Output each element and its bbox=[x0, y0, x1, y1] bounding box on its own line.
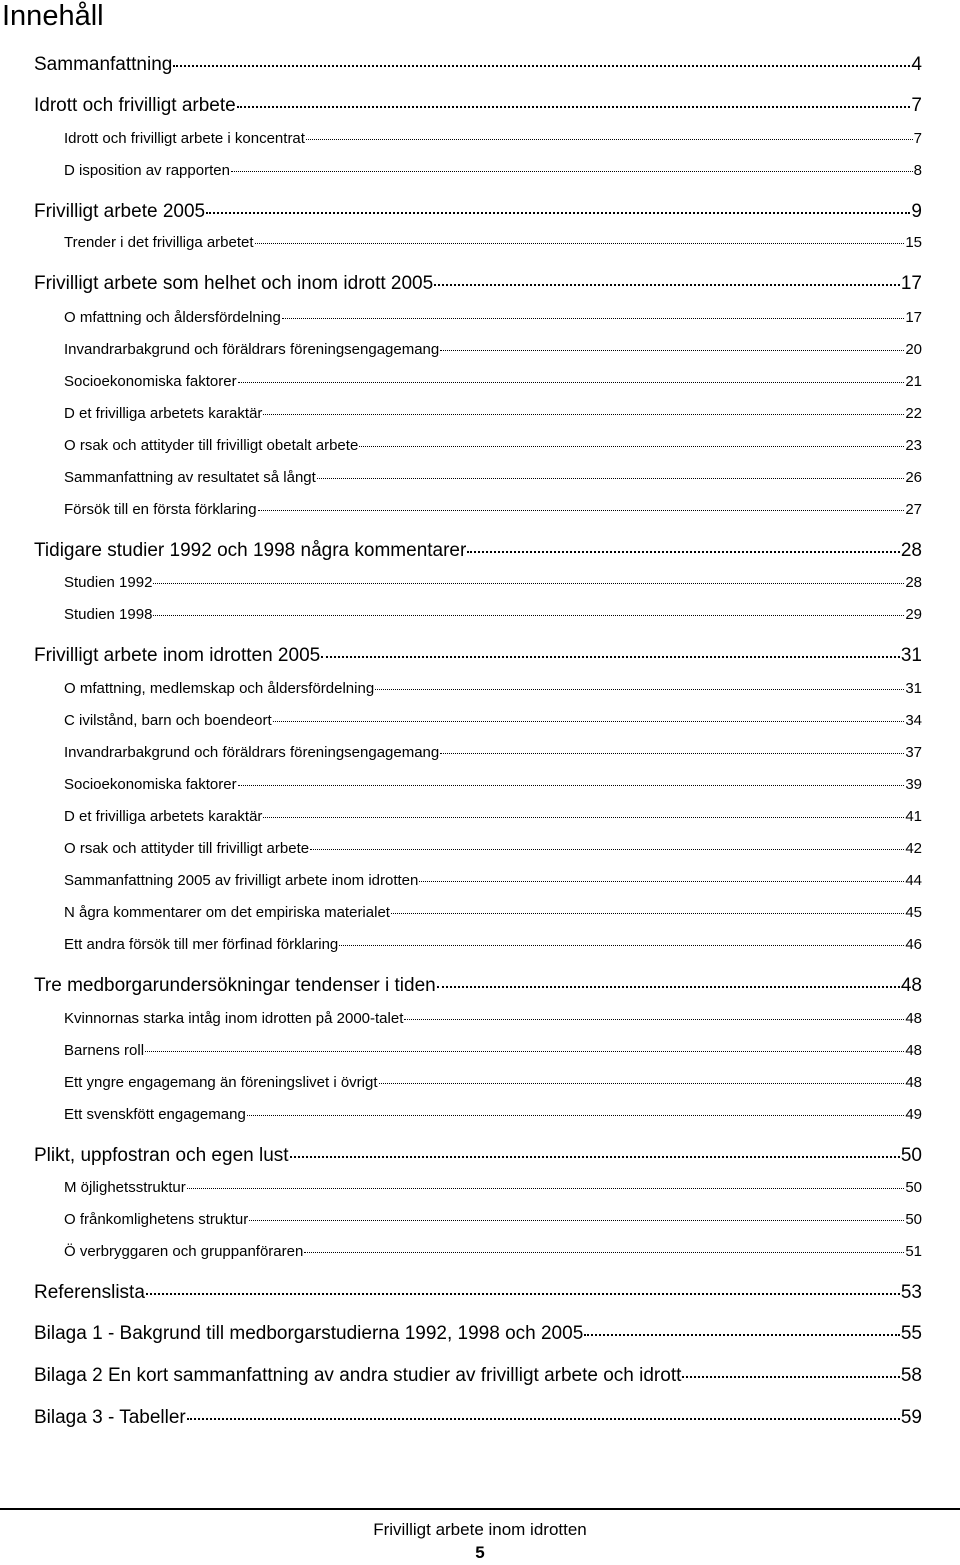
toc-dot-leader bbox=[467, 551, 900, 553]
toc-dot-leader bbox=[247, 1115, 905, 1116]
toc-entry-page-number: 17 bbox=[905, 309, 922, 326]
toc-dot-leader bbox=[237, 106, 911, 108]
toc-entry-label: Ett andra försök till mer förfinad förklaring bbox=[64, 936, 339, 953]
toc-entry-label: Sammanfattning bbox=[34, 54, 173, 75]
toc-section-entry[interactable] bbox=[64, 234, 922, 256]
toc-section-entry[interactable] bbox=[64, 936, 922, 958]
toc-dot-leader bbox=[317, 478, 905, 479]
toc-section-entry[interactable] bbox=[64, 341, 922, 363]
toc-entry-label: Invandrarbakgrund och föräldrars föreningsengagemang bbox=[64, 341, 440, 358]
toc-entry-label: Ett yngre engagemang än föreningslivet i övrigt bbox=[64, 1074, 378, 1091]
toc-section-entry[interactable] bbox=[64, 130, 922, 152]
toc-dot-leader bbox=[437, 986, 900, 988]
toc-entry-page-number: 28 bbox=[900, 540, 922, 561]
toc-section-entry[interactable] bbox=[64, 469, 922, 491]
toc-chapter-entry[interactable] bbox=[34, 540, 922, 566]
toc-entry-label: Tidigare studier 1992 och 1998 några kommentarer bbox=[34, 540, 467, 561]
toc-entry-page-number: 31 bbox=[905, 680, 922, 697]
toc-entry-page-number: 42 bbox=[905, 840, 922, 857]
toc-entry-label: Ö verbryggaren och gruppanföraren bbox=[64, 1243, 304, 1260]
toc-entry-page-number: 51 bbox=[905, 1243, 922, 1260]
toc-dot-leader bbox=[258, 510, 905, 511]
toc-dot-leader bbox=[153, 615, 904, 616]
toc-entry-page-number: 28 bbox=[905, 574, 922, 591]
toc-entry-label: Bilaga 3 - Tabeller bbox=[34, 1407, 186, 1428]
toc-dot-leader bbox=[249, 1220, 904, 1221]
toc-entry-label: Frivilligt arbete inom idrotten 2005 bbox=[34, 645, 321, 666]
toc-dot-leader bbox=[146, 1293, 900, 1295]
toc-entry-label: Frivilligt arbete 2005 bbox=[34, 201, 206, 222]
toc-entry-label: Studien 1998 bbox=[64, 606, 153, 623]
toc-entry-label: Idrott och frivilligt arbete bbox=[34, 95, 236, 116]
toc-entry-page-number: 21 bbox=[905, 373, 922, 390]
toc-entry-label: Frivilligt arbete som helhet och inom idrott 2005 bbox=[34, 273, 434, 294]
toc-section-entry[interactable] bbox=[64, 437, 922, 459]
toc-entry-page-number: 22 bbox=[905, 405, 922, 422]
toc-dot-leader bbox=[290, 1156, 900, 1158]
toc-entry-label: Bilaga 1 - Bakgrund till medborgarstudierna 1992, 1998 och 2005 bbox=[34, 1323, 584, 1344]
toc-entry-page-number: 31 bbox=[900, 645, 922, 666]
toc-dot-leader bbox=[404, 1019, 904, 1020]
toc-entry-page-number: 50 bbox=[900, 1145, 922, 1166]
toc-entry-label: D et frivilliga arbetets karaktär bbox=[64, 808, 263, 825]
toc-dot-leader bbox=[584, 1334, 900, 1336]
toc-entry-page-number: 29 bbox=[905, 606, 922, 623]
toc-chapter-entry[interactable] bbox=[34, 975, 922, 1001]
toc-chapter-entry[interactable] bbox=[34, 95, 922, 121]
toc-entry-page-number: 7 bbox=[911, 95, 922, 116]
toc-dot-leader bbox=[263, 414, 904, 415]
toc-entry-label: Kvinnornas starka intåg inom idrotten på 2000-talet bbox=[64, 1010, 404, 1027]
toc-entry-label: Socioekonomiska faktorer bbox=[64, 776, 237, 793]
toc-dot-leader bbox=[273, 721, 905, 722]
toc-entry-page-number: 58 bbox=[900, 1365, 922, 1386]
toc-dot-leader bbox=[187, 1188, 905, 1189]
toc-entry-label: Barnens roll bbox=[64, 1042, 145, 1059]
toc-entry-label: Bilaga 2 En kort sammanfattning av andra studier av frivilligt arbete och idrott bbox=[34, 1365, 682, 1386]
toc-entry-page-number: 26 bbox=[905, 469, 922, 486]
toc-entry-page-number: 50 bbox=[905, 1179, 922, 1196]
toc-entry-page-number: 9 bbox=[911, 201, 922, 222]
toc-dot-leader bbox=[173, 65, 910, 67]
toc-section-entry[interactable] bbox=[64, 680, 922, 702]
toc-dot-leader bbox=[306, 139, 913, 140]
toc-dot-leader bbox=[238, 382, 905, 383]
toc-entry-label: M öjlighetsstruktur bbox=[64, 1179, 186, 1196]
toc-section-entry[interactable] bbox=[64, 1211, 922, 1233]
toc-section-entry[interactable] bbox=[64, 904, 922, 926]
toc-entry-label: Sammanfattning av resultatet så långt bbox=[64, 469, 316, 486]
toc-entry-label: Ett svenskfött engagemang bbox=[64, 1106, 246, 1123]
toc-dot-leader bbox=[238, 785, 905, 786]
toc-entry-page-number: 20 bbox=[905, 341, 922, 358]
toc-section-entry[interactable] bbox=[64, 1010, 922, 1032]
toc-chapter-entry[interactable] bbox=[34, 1282, 922, 1308]
toc-dot-leader bbox=[391, 913, 904, 914]
toc-entry-label: Referenslista bbox=[34, 1282, 145, 1303]
toc-entry-label: O mfattning, medlemskap och åldersfördelning bbox=[64, 680, 375, 697]
toc-dot-leader bbox=[263, 817, 904, 818]
toc-dot-leader bbox=[359, 446, 904, 447]
toc-section-entry[interactable] bbox=[64, 405, 922, 427]
toc-section-entry[interactable] bbox=[64, 808, 922, 830]
toc-dot-leader bbox=[440, 753, 904, 754]
toc-dot-leader bbox=[440, 350, 904, 351]
toc-chapter-entry[interactable] bbox=[34, 54, 922, 80]
toc-entry-page-number: 37 bbox=[905, 744, 922, 761]
toc-section-entry[interactable] bbox=[64, 1179, 922, 1201]
toc-entry-page-number: 44 bbox=[905, 872, 922, 889]
toc-entry-page-number: 49 bbox=[905, 1106, 922, 1123]
toc-entry-label: Socioekonomiska faktorer bbox=[64, 373, 237, 390]
toc-section-entry[interactable] bbox=[64, 1074, 922, 1096]
toc-entry-page-number: 59 bbox=[900, 1407, 922, 1428]
toc-entry-label: Idrott och frivilligt arbete i koncentrat bbox=[64, 130, 305, 147]
toc-entry-page-number: 39 bbox=[905, 776, 922, 793]
toc-section-entry[interactable] bbox=[64, 162, 922, 184]
toc-entry-page-number: 34 bbox=[905, 712, 922, 729]
toc-entry-label: Försök till en första förklaring bbox=[64, 501, 257, 518]
toc-dot-leader bbox=[379, 1083, 905, 1084]
toc-section-entry[interactable] bbox=[64, 872, 922, 894]
toc-entry-page-number: 50 bbox=[905, 1211, 922, 1228]
toc-entry-page-number: 46 bbox=[905, 936, 922, 953]
toc-entry-page-number: 17 bbox=[900, 273, 922, 294]
toc-section-entry[interactable] bbox=[64, 776, 922, 798]
toc-entry-page-number: 7 bbox=[913, 130, 922, 147]
toc-entry-label: O rsak och attityder till frivilligt arbete bbox=[64, 840, 310, 857]
toc-chapter-entry[interactable] bbox=[34, 273, 922, 299]
toc-section-entry[interactable] bbox=[64, 744, 922, 766]
toc-entry-label: D isposition av rapporten bbox=[64, 162, 230, 179]
toc-entry-page-number: 27 bbox=[905, 501, 922, 518]
toc-entry-label: Tre medborgarundersökningar tendenser i tiden bbox=[34, 975, 436, 996]
toc-entry-page-number: 48 bbox=[900, 975, 922, 996]
toc-dot-leader bbox=[153, 583, 904, 584]
toc-dot-leader bbox=[255, 243, 905, 244]
toc-entry-label: O mfattning och åldersfördelning bbox=[64, 309, 281, 326]
toc-chapter-entry[interactable] bbox=[34, 1323, 922, 1349]
footer-divider bbox=[0, 1508, 960, 1510]
toc-section-entry[interactable] bbox=[64, 574, 922, 596]
toc-section-entry[interactable] bbox=[64, 1042, 922, 1064]
toc-section-entry[interactable] bbox=[64, 712, 922, 734]
toc-dot-leader bbox=[419, 881, 904, 882]
toc-entry-label: Trender i det frivilliga arbetet bbox=[64, 234, 254, 251]
toc-section-entry[interactable] bbox=[64, 1106, 922, 1128]
toc-dot-leader bbox=[682, 1376, 899, 1378]
toc-dot-leader bbox=[321, 656, 900, 658]
toc-entry-label: Sammanfattning 2005 av frivilligt arbete inom idrotten bbox=[64, 872, 419, 889]
toc-dot-leader bbox=[304, 1252, 904, 1253]
toc-dot-leader bbox=[231, 171, 913, 172]
toc-chapter-entry[interactable] bbox=[34, 1145, 922, 1171]
toc-entry-label: C ivilstånd, barn och boendeort bbox=[64, 712, 272, 729]
toc-chapter-entry[interactable] bbox=[34, 1365, 922, 1391]
toc-entry-page-number: 41 bbox=[905, 808, 922, 825]
toc-entry-page-number: 48 bbox=[905, 1010, 922, 1027]
footer-page-number: 5 bbox=[475, 1543, 485, 1562]
toc-dot-leader bbox=[434, 284, 900, 286]
toc-dot-leader bbox=[282, 318, 905, 319]
toc-dot-leader bbox=[187, 1418, 900, 1420]
toc-dot-leader bbox=[310, 849, 904, 850]
toc-entry-label: O rsak och attityder till frivilligt obetalt arbete bbox=[64, 437, 359, 454]
toc-entry-page-number: 48 bbox=[905, 1074, 922, 1091]
page-title: Innehåll bbox=[2, 0, 104, 32]
toc-dot-leader bbox=[375, 689, 904, 690]
toc-entry-page-number: 48 bbox=[905, 1042, 922, 1059]
toc-section-entry[interactable] bbox=[64, 606, 922, 628]
toc-entry-label: D et frivilliga arbetets karaktär bbox=[64, 405, 263, 422]
toc-section-entry[interactable] bbox=[64, 373, 922, 395]
toc-chapter-entry[interactable] bbox=[34, 201, 922, 227]
toc-entry-label: O frånkomlighetens struktur bbox=[64, 1211, 249, 1228]
toc-entry-page-number: 55 bbox=[900, 1323, 922, 1344]
toc-entry-page-number: 53 bbox=[900, 1282, 922, 1303]
toc-chapter-entry[interactable] bbox=[34, 1407, 922, 1433]
toc-chapter-entry[interactable] bbox=[34, 645, 922, 671]
toc-section-entry[interactable] bbox=[64, 309, 922, 331]
toc-entry-label: Plikt, uppfostran och egen lust bbox=[34, 1145, 289, 1166]
toc-entry-label: Studien 1992 bbox=[64, 574, 153, 591]
toc-dot-leader bbox=[145, 1051, 904, 1052]
toc-dot-leader bbox=[339, 945, 904, 946]
toc-dot-leader bbox=[206, 212, 910, 214]
toc-section-entry[interactable] bbox=[64, 840, 922, 862]
toc-section-entry[interactable] bbox=[64, 501, 922, 523]
toc-entry-page-number: 23 bbox=[905, 437, 922, 454]
toc-entry-page-number: 15 bbox=[905, 234, 922, 251]
footer-document-title: Frivilligt arbete inom idrotten bbox=[373, 1520, 587, 1539]
toc-entry-label: N ågra kommentarer om det empiriska materialet bbox=[64, 904, 390, 921]
toc-entry-page-number: 45 bbox=[905, 904, 922, 921]
toc-entry-page-number: 4 bbox=[911, 54, 922, 75]
toc-entry-page-number: 8 bbox=[913, 162, 922, 179]
toc-section-entry[interactable] bbox=[64, 1243, 922, 1265]
toc-entry-label: Invandrarbakgrund och föräldrars föreningsengagemang bbox=[64, 744, 440, 761]
